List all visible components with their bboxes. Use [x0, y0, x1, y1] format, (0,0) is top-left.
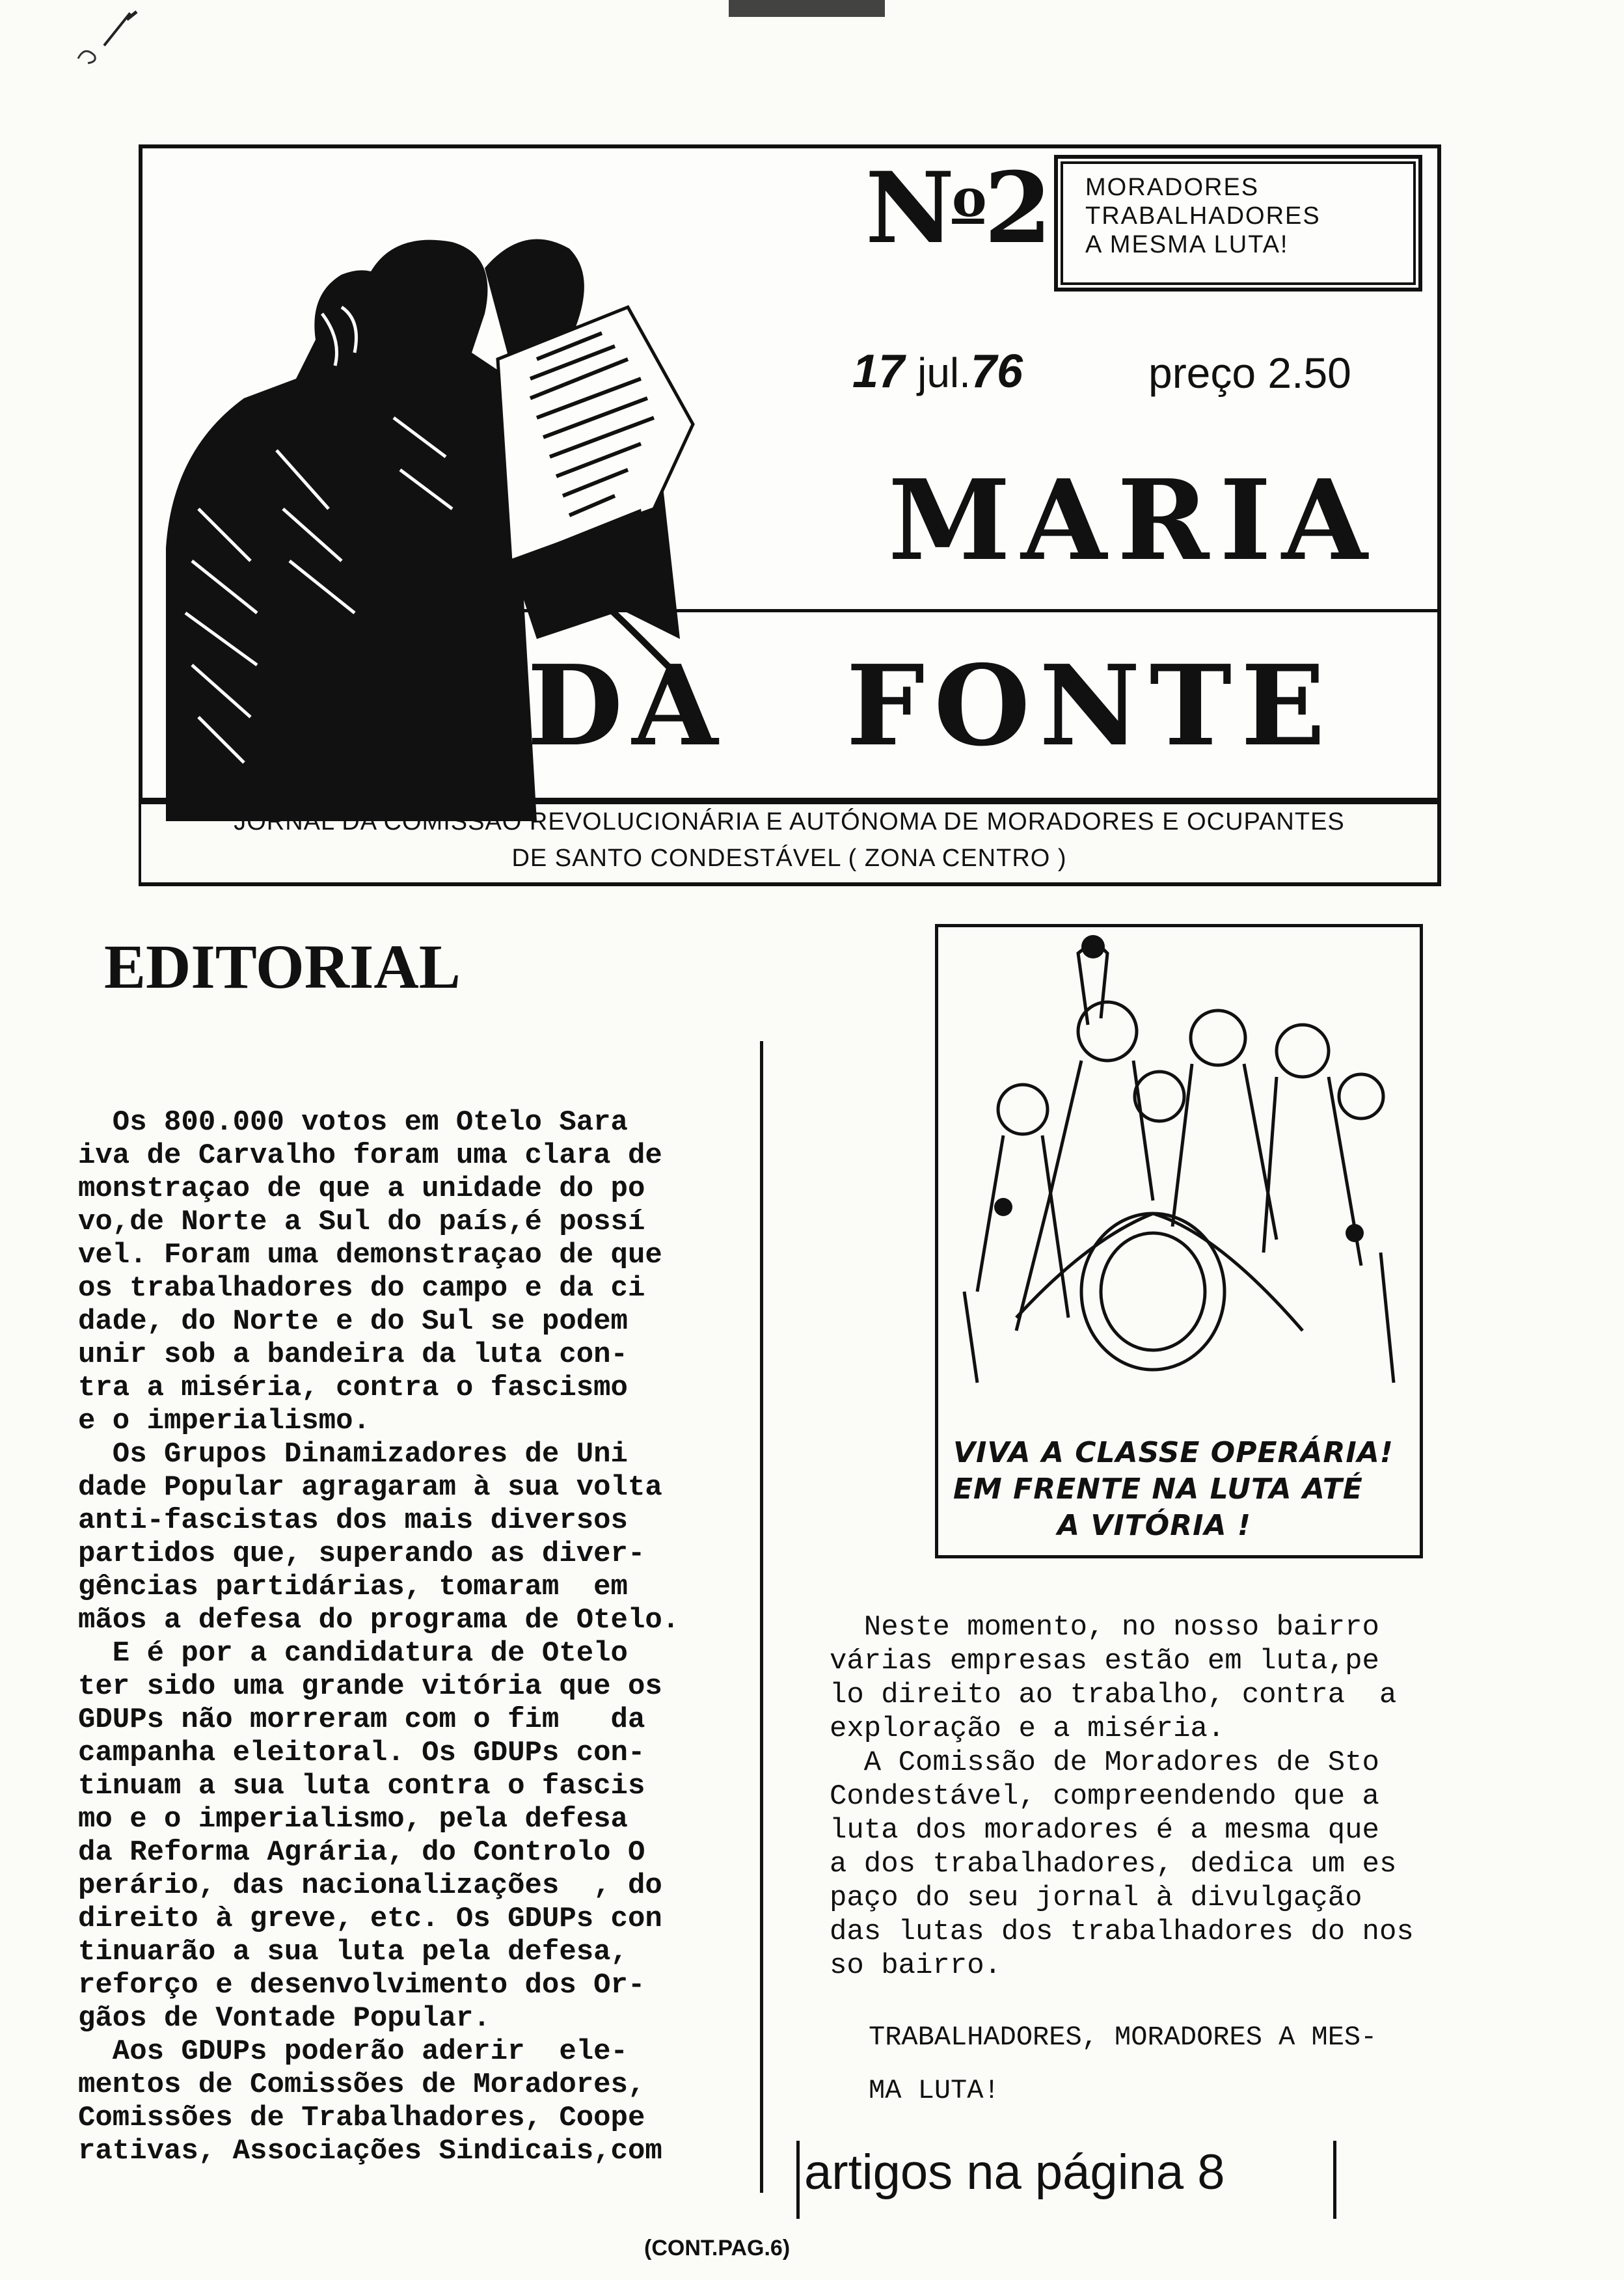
top-edge-mark [729, 0, 885, 17]
workers-illustration [938, 927, 1420, 1422]
issue-number-ordinal: o [952, 167, 984, 228]
newspaper-title-line1: MARIA [888, 455, 1378, 586]
slogan-line: TRABALHADORES [1085, 202, 1321, 230]
date-day: 17 [852, 346, 905, 398]
issue-price: preço 2.50 [1148, 349, 1351, 397]
issue-number [865, 151, 1049, 265]
editorial-body: Os 800.000 votos em Otelo Sara iva de Carvalho foram uma clara de monstraçao de que a unidade do po vo,de Norte a Sul do país,é possí vel. Foram uma demonstraçao de que os trabalhadores do campo e da ci dade, do Norte e do Sul se podem unir sob a bandeira da luta con- tra a miséria, contra o fascismo e o imperialismo. Os Grupos Dinamizadores de Uni dade Popular agragaram à sua volta anti-fascistas dos mais diversos partidos que, superando as diver- gências partidárias, tomaram em mãos a defesa do programa de Otelo. E é por a candidatura de Otelo ter sido uma grande vitória que os GDUPs não morreram com o fim da campanha eleitoral. Os GDUPs con- tinuam a sua luta contra o fascis mo e o imperialismo, pela defesa da Reforma Agrária, do Controlo O perário, das nacionalizações , do direito à greve, etc. Os GDUPs con tinuarão a sua luta pela defesa, reforço e desenvolvimento dos Or- gãos de Vontade Popular. Aos GDUPs poderão aderir ele- mentos de Comissões de Moradores, Comissões de Trabalhadores, Coope rativas, Associações Sindicais,com [78, 1106, 680, 2167]
date-year: 76 [970, 346, 1023, 398]
caption-line: EM FRENTE NA LUTA ATÉ [953, 1472, 1363, 1506]
editorial-heading: EDITORIAL [104, 932, 461, 1001]
slogan-line: MORADORES [1085, 174, 1260, 201]
continued-note: (CONT.PAG.6) [644, 2236, 791, 2260]
newspaper-title-line2: DA FONTE [527, 641, 1334, 771]
slogan-box [1054, 155, 1422, 292]
issue-number-digit: 2 [984, 151, 1049, 265]
caption-line: A VITÓRIA ! [1057, 1509, 1251, 1542]
closing-slogan: TRABALHADORES, MORADORES A MES- MA LUTA! [869, 2022, 1377, 2106]
articles-reference: artigos na página 8 [804, 2145, 1225, 2200]
subtitle-line2: DE SANTO CONDESTÁVEL ( ZONA CENTRO ) [511, 845, 1067, 872]
issue-date [852, 345, 1023, 398]
illustration-caption [953, 1435, 1422, 1544]
right-column-body: Neste momento, no nosso bairro várias empresas estão em luta,pe lo direito ao trabalho, contra a exploração e a miséria. A Comissão de Moradores de Sto Condestável, compreendendo que a luta dos moradores é a mesma que a dos trabalhadores, dedica um es paço do seu jornal à divulgação das lutas dos trabalhadores do nos so bairro. [830, 1611, 1414, 1982]
masthead-subtitle-bar [139, 802, 1441, 886]
stray-ink-mark [65, 7, 169, 85]
subtitle-line1: JORNAL DA COMISSÃO REVOLUCIONÁRIA E AUTÓNOMA DE MORADORES E OCUPANTES [234, 808, 1345, 835]
column-divider [760, 1041, 763, 2193]
slogan-line: A MESMA LUTA! [1085, 231, 1289, 258]
date-month: jul. [917, 349, 971, 396]
caption-line: VIVA A CLASSE OPERÁRIA! [953, 1436, 1394, 1469]
issue-number-n: N [865, 151, 953, 265]
